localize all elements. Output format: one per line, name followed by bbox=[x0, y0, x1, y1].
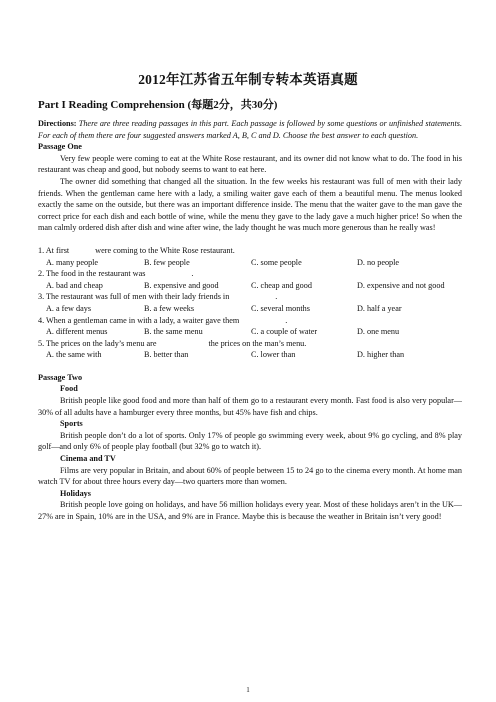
question-options bbox=[38, 349, 462, 361]
option-b: B. the same menu bbox=[144, 327, 203, 337]
question-options bbox=[38, 303, 462, 315]
question-options bbox=[38, 257, 462, 269]
option-a: A. bad and cheap bbox=[46, 280, 103, 290]
question-5 bbox=[38, 338, 462, 361]
directions-label: Directions: bbox=[38, 119, 77, 128]
option-b: B. expensive and good bbox=[144, 280, 219, 290]
passage-one-title: Passage One bbox=[38, 142, 82, 152]
document-body bbox=[38, 118, 462, 523]
option-b: B. few people bbox=[144, 257, 190, 267]
option-c: C. some people bbox=[251, 257, 302, 267]
section-text: British people love going on holidays, and have 56 million holidays every year. Most of these holidays aren’t in the UK—27% are in Spain, 10% are in the USA, and 9% are in France. Maybe this is because the weather in Britain isn’t very good! bbox=[38, 500, 462, 521]
question-1 bbox=[38, 245, 462, 268]
section-text: British people like good food and more than half of them go to a restaurant every month. Fast food is also very popular—30% of all adults have a hamburger every three months, but 45% have fish and chips. bbox=[38, 396, 462, 417]
section-heading: Cinema and TV bbox=[60, 454, 116, 464]
option-c: C. a couple of water bbox=[251, 327, 318, 337]
section-heading: Food bbox=[60, 384, 78, 394]
part-heading: Part I Reading Comprehension (每题2分，共30分) bbox=[38, 99, 278, 111]
directions bbox=[38, 118, 462, 141]
option-c: C. several months bbox=[251, 303, 310, 313]
document-title: 2012年江苏省五年制专转本英语真题 bbox=[138, 72, 358, 87]
option-d: D. expensive and not good bbox=[357, 280, 445, 290]
question-options bbox=[38, 280, 462, 292]
question-3 bbox=[38, 291, 462, 314]
section-text: British people don’t do a lot of sports. Only 17% of people go swimming every week, about 9% go cycling, and 8% play golf—and only 6% of people play football (but 32% go to watch it). bbox=[38, 430, 462, 452]
option-d: D. no people bbox=[357, 257, 400, 267]
option-c: C. cheap and good bbox=[251, 280, 312, 290]
option-d: D. higher than bbox=[357, 350, 405, 360]
option-a: A. many people bbox=[46, 257, 99, 267]
question-4 bbox=[38, 315, 462, 338]
option-c: C. lower than bbox=[251, 350, 296, 360]
option-a: A. different menus bbox=[46, 327, 108, 337]
page-number: 1 bbox=[246, 686, 250, 694]
directions-text: There are three reading passages in this part. Each passage is followed by some questions or unfinished statements. For each of them there are four suggested answers marked A, B, C and D. Choose the best answer to each question. bbox=[38, 119, 462, 140]
section-heading: Holidays bbox=[60, 488, 91, 498]
question-stem: 2. The food in the restaurant was . bbox=[38, 269, 194, 279]
option-a: A. a few days bbox=[46, 303, 92, 313]
question-2 bbox=[38, 268, 462, 291]
option-d: D. one menu bbox=[357, 327, 400, 337]
option-a: A. the same with bbox=[46, 350, 102, 360]
option-d: D. half a year bbox=[357, 303, 402, 313]
option-b: B. a few weeks bbox=[144, 303, 195, 313]
question-stem: 1. At first were coming to the White Rose restaurant. bbox=[38, 245, 235, 255]
question-stem: 3. The restaurant was full of men with their lady friends in . bbox=[38, 292, 278, 302]
passage-one-paragraph: Very few people were coming to eat at the White Rose restaurant, and its owner did not know what to do. The food in his restaurant was cheap and good, but nobody seems to want to eat here. bbox=[38, 153, 462, 175]
option-b: B. better than bbox=[144, 350, 189, 360]
question-stem: 4. When a gentleman came in with a lady, a waiter gave them . bbox=[38, 315, 288, 325]
question-stem: 5. The prices on the lady’s menu are the prices on the man’s menu. bbox=[38, 338, 307, 348]
passage-two-title: Passage Two bbox=[38, 372, 83, 382]
question-options bbox=[38, 326, 462, 338]
passage-one-paragraph: The owner did something that changed all the situation. In the few weeks his restaurant was full of men with their lady friends. When the gentleman came here with a lady, a smiling waiter gave each of them a beautiful menu. The menus looked exactly the same on the outside, but there was an important difference inside. The menu that the waiter gave to the man gave the correct price for each dish and each bottle of wine, while the menu they gave to the lady gave a much higher price! So when the man calmly ordered dish after dish and wine after wine, the lady thought he was much more generous than he really was! bbox=[38, 176, 462, 233]
section-heading: Sports bbox=[60, 419, 83, 429]
section-text: Films are very popular in Britain, and about 60% of people between 15 to 24 go to the cinema every month. At home man watch TV for about three hours every day—two quarters more than women. bbox=[38, 465, 462, 487]
